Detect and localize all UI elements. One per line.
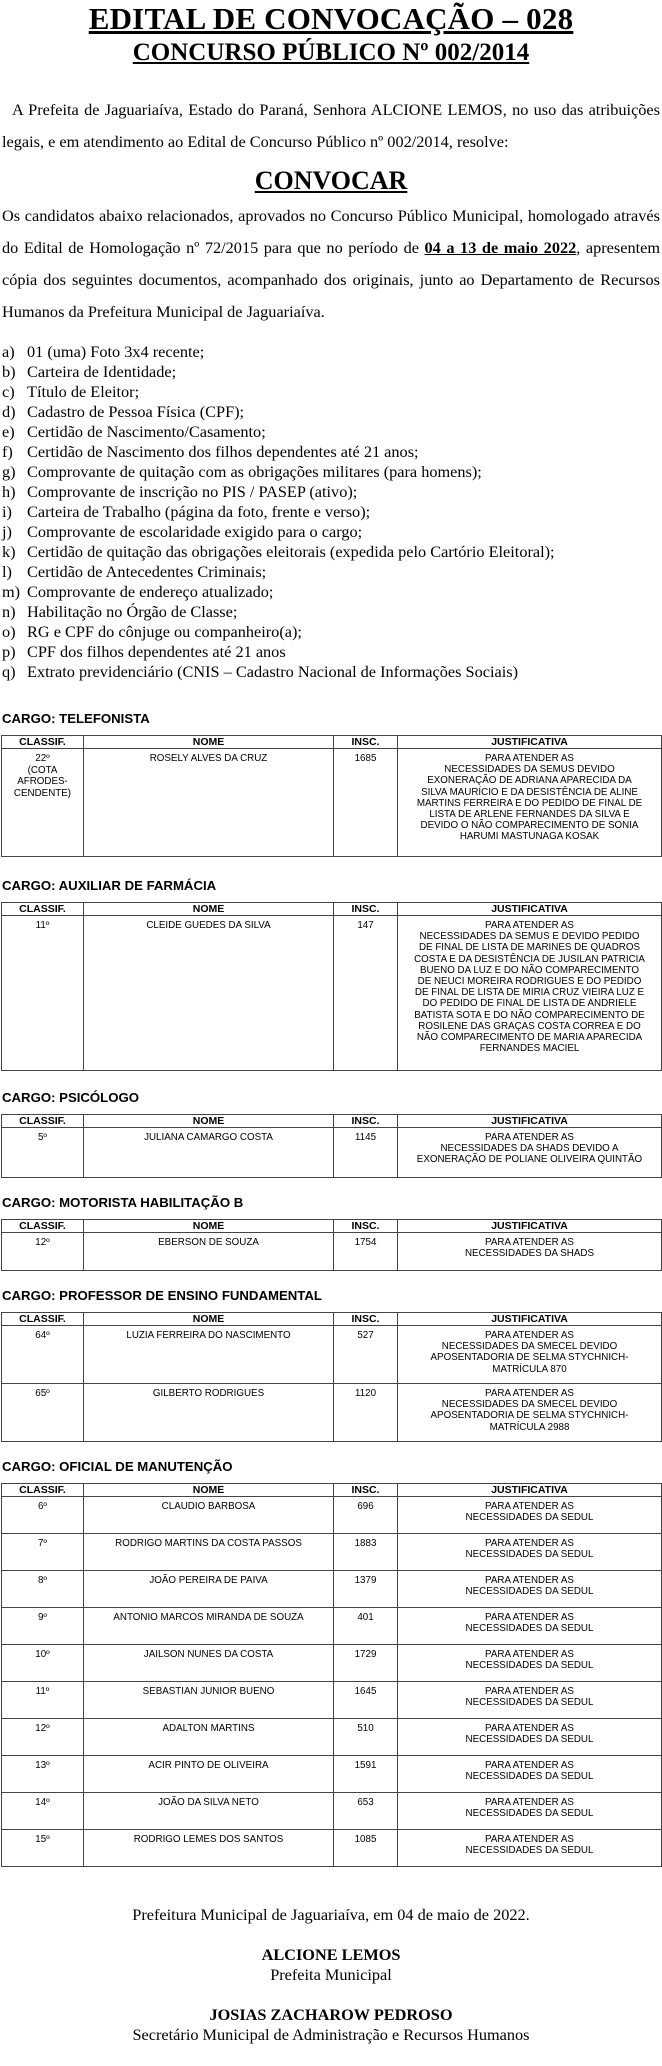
document-text: Comprovante de quitação com as obrigações militares (para homens); xyxy=(27,462,482,481)
document-text: Certidão de Nascimento dos filhos dependentes até 21 anos; xyxy=(27,442,419,461)
insc-cell: 147 xyxy=(334,916,398,1071)
nome-header: NOME xyxy=(84,1220,334,1233)
concurso-subtitle: CONCURSO PÚBLICO Nº 002/2014 xyxy=(132,39,530,66)
nome-cell: ROSELY ALVES DA CRUZ xyxy=(84,749,334,857)
period-highlight: 04 a 13 de maio 2022 xyxy=(424,238,577,257)
insc-cell: 1645 xyxy=(334,1682,398,1719)
nome-cell: ADALTON MARTINS xyxy=(84,1719,334,1756)
nome-cell: RODRIGO LEMES DOS SANTOS xyxy=(84,1830,334,1867)
document-letter: p) xyxy=(2,642,16,661)
insc-cell: 696 xyxy=(334,1497,398,1534)
signer1-role: Prefeita Municipal xyxy=(270,1965,392,1984)
classif-cell: 10º xyxy=(2,1645,84,1682)
justificativa-header: JUSTIFICATIVA xyxy=(398,1313,662,1326)
insc-cell: 1883 xyxy=(334,1534,398,1571)
signer2-name: JOSIAS ZACHAROW PEDROSO xyxy=(209,2005,453,2024)
nome-cell: JAILSON NUNES DA COSTA xyxy=(84,1645,334,1682)
table-row xyxy=(2,1384,662,1442)
document-text: 01 (uma) Foto 3x4 recente; xyxy=(27,342,205,361)
document-text: Certidão de quitação das obrigações eleitorais (expedida pelo Cartório Eleitoral); xyxy=(27,542,555,561)
document-item xyxy=(2,562,662,582)
table-row xyxy=(2,1497,662,1534)
insc-cell: 1591 xyxy=(334,1756,398,1793)
table-row xyxy=(2,1534,662,1571)
table-row xyxy=(2,1682,662,1719)
signature-block xyxy=(0,1905,662,2045)
classif-cell: 11º xyxy=(2,1682,84,1719)
cargo-title: CARGO: AUXILIAR DE FARMÁCIA xyxy=(2,878,217,893)
table-header-row xyxy=(2,1115,662,1128)
document-letter: a) xyxy=(2,342,15,361)
document-text: Carteira de Trabalho (página da foto, frente e verso); xyxy=(27,502,371,521)
document-letter: m) xyxy=(2,582,21,601)
document-text: Comprovante de escolaridade exigido para o cargo; xyxy=(27,522,363,541)
candidates-table xyxy=(1,1114,662,1178)
classif-cell: 7º xyxy=(2,1534,84,1571)
document-text: Cadastro de Pessoa Física (CPF); xyxy=(27,402,245,421)
document-letter: i) xyxy=(2,502,12,521)
justificativa-cell: PARA ATENDER AS NECESSIDADES DA SEDUL xyxy=(398,1571,662,1608)
justificativa-header: JUSTIFICATIVA xyxy=(398,1220,662,1233)
signer2-role: Secretário Municipal de Administração e Recursos Humanos xyxy=(132,2025,530,2044)
nome-cell: SEBASTIAN JUNIOR BUENO xyxy=(84,1682,334,1719)
candidates-table xyxy=(1,1219,662,1271)
justificativa-cell: PARA ATENDER AS NECESSIDADES DA SEDUL xyxy=(398,1534,662,1571)
classif-cell: 13º xyxy=(2,1756,84,1793)
candidates-table xyxy=(1,902,662,1071)
table-header-row xyxy=(2,736,662,749)
nome-cell: LUZIA FERREIRA DO NASCIMENTO xyxy=(84,1326,334,1384)
document-letter: f) xyxy=(2,442,13,461)
document-item xyxy=(2,582,662,602)
table-row xyxy=(2,749,662,857)
document-item xyxy=(2,342,662,362)
table-row xyxy=(2,1326,662,1384)
insc-header: INSC. xyxy=(334,736,398,749)
body-paragraph xyxy=(2,200,660,328)
edital-title: EDITAL DE CONVOCAÇÃO – 028 xyxy=(88,1,574,36)
nome-cell: GILBERTO RODRIGUES xyxy=(84,1384,334,1442)
justificativa-header: JUSTIFICATIVA xyxy=(398,736,662,749)
insc-cell: 527 xyxy=(334,1326,398,1384)
document-letter: g) xyxy=(2,462,16,481)
document-text: Título de Eleitor; xyxy=(27,382,140,401)
justificativa-cell: PARA ATENDER AS NECESSIDADES DA SEDUL xyxy=(398,1645,662,1682)
classif-cell: 12º xyxy=(2,1719,84,1756)
classif-header: CLASSIF. xyxy=(2,903,84,916)
classif-header: CLASSIF. xyxy=(2,1484,84,1497)
nome-cell: RODRIGO MARTINS DA COSTA PASSOS xyxy=(84,1534,334,1571)
document-item xyxy=(2,442,662,462)
document-text: Habilitação no Órgão de Classe; xyxy=(27,602,238,621)
insc-cell: 1379 xyxy=(334,1571,398,1608)
nome-cell: JULIANA CAMARGO COSTA xyxy=(84,1128,334,1178)
document-item xyxy=(2,522,662,542)
nome-header: NOME xyxy=(84,1313,334,1326)
table-row xyxy=(2,1128,662,1178)
cargo-title: CARGO: OFICIAL DE MANUTENÇÃO xyxy=(2,1459,233,1474)
nome-cell: CLEIDE GUEDES DA SILVA xyxy=(84,916,334,1071)
nome-header: NOME xyxy=(84,1115,334,1128)
table-row xyxy=(2,1608,662,1645)
place-date: Prefeitura Municipal de Jaguariaíva, em 04 de maio de 2022. xyxy=(132,1905,530,1924)
document-item xyxy=(2,662,662,682)
cargos-section xyxy=(0,710,662,1867)
insc-cell: 1729 xyxy=(334,1645,398,1682)
insc-cell: 653 xyxy=(334,1793,398,1830)
nome-cell: JOÃO DA SILVA NETO xyxy=(84,1793,334,1830)
document-item xyxy=(2,622,662,642)
document-item xyxy=(2,382,662,402)
document-letter: c) xyxy=(2,382,15,401)
nome-cell: ANTONIO MARCOS MIRANDA DE SOUZA xyxy=(84,1608,334,1645)
nome-header: NOME xyxy=(84,903,334,916)
justificativa-cell: PARA ATENDER AS NECESSIDADES DA SMECEL DEVIDO APOSENTADORIA DE SELMA STYCHNICH- MATRÍCULA 2988 xyxy=(398,1384,662,1442)
classif-cell: 6º xyxy=(2,1497,84,1534)
nome-cell: CLAUDIO BARBOSA xyxy=(84,1497,334,1534)
document-text: Certidão de Nascimento/Casamento; xyxy=(27,422,266,441)
insc-cell: 1145 xyxy=(334,1128,398,1178)
convocar-heading: CONVOCAR xyxy=(254,166,408,195)
table-row xyxy=(2,916,662,1071)
classif-cell: 15º xyxy=(2,1830,84,1867)
justificativa-cell: PARA ATENDER AS NECESSIDADES DA SHADS DEVIDO A EXONERAÇÃO DE POLIANE OLIVEIRA QUINTÃO xyxy=(398,1128,662,1178)
table-header-row xyxy=(2,1313,662,1326)
justificativa-cell: PARA ATENDER AS NECESSIDADES DA SEDUL xyxy=(398,1608,662,1645)
table-header-row xyxy=(2,903,662,916)
insc-header: INSC. xyxy=(334,903,398,916)
document-letter: j) xyxy=(2,522,12,541)
insc-cell: 1754 xyxy=(334,1233,398,1271)
candidates-table xyxy=(1,735,662,857)
classif-cell: 11º xyxy=(2,916,84,1071)
classif-header: CLASSIF. xyxy=(2,1313,84,1326)
document-item xyxy=(2,502,662,522)
table-row xyxy=(2,1756,662,1793)
classif-cell: 64º xyxy=(2,1326,84,1384)
insc-header: INSC. xyxy=(334,1115,398,1128)
document-item xyxy=(2,542,662,562)
document-item xyxy=(2,482,662,502)
insc-cell: 401 xyxy=(334,1608,398,1645)
cargo-title: CARGO: PROFESSOR DE ENSINO FUNDAMENTAL xyxy=(2,1288,322,1303)
document-item xyxy=(2,642,662,662)
insc-header: INSC. xyxy=(334,1484,398,1497)
justificativa-header: JUSTIFICATIVA xyxy=(398,1115,662,1128)
documents-list xyxy=(2,342,662,682)
intro-paragraph: A Prefeita de Jaguariaíva, Estado do Paraná, Senhora ALCIONE LEMOS, no uso das atribuições legais, e em atendimento ao Edital de Concurso Público nº 002/2014, resolve: xyxy=(2,100,660,151)
justificativa-cell: PARA ATENDER AS NECESSIDADES DA SEDUL xyxy=(398,1756,662,1793)
document-letter: b) xyxy=(2,362,16,381)
justificativa-cell: PARA ATENDER AS NECESSIDADES DA SEDUL xyxy=(398,1682,662,1719)
document-letter: o) xyxy=(2,622,16,641)
classif-cell: 14º xyxy=(2,1793,84,1830)
document-text: Extrato previdenciário (CNIS – Cadastro Nacional de Informações Sociais) xyxy=(27,662,518,681)
document-letter: k) xyxy=(2,542,16,561)
justificativa-cell: PARA ATENDER AS NECESSIDADES DA SMECEL DEVIDO APOSENTADORIA DE SELMA STYCHNICH- MATRÍCULA 870 xyxy=(398,1326,662,1384)
document-letter: h) xyxy=(2,482,16,501)
justificativa-cell: PARA ATENDER AS NECESSIDADES DA SEMUS E DEVIDO PEDIDO DE FINAL DE LISTA DE MARINES DE QUADROS COSTA E DA DESISTÊNCIA DE JUSILAN PATRICIA BUENO DA LUZ E DO NÃO COMPARECIMENTO DE NEUCI MOREIRA RODRIGUES E DO PEDIDO DE FINAL DE LISTA DE MIRIA CRUZ VIEIRA LUZ E DO PEDIDO DE FINAL DE LISTA DE ANDRIELE BATISTA SOTA E DO NÃO COMPARECIMENTO DE ROSILENE DAS GRAÇAS COSTA CORREA E DO NÃO COMPARECIMENTO DE MARIA APARECIDA FERNANDES MACIEL xyxy=(398,916,662,1071)
cargo-title: CARGO: PSICÓLOGO xyxy=(2,1090,140,1105)
document-text: Comprovante de endereço atualizado; xyxy=(27,582,274,601)
candidates-table xyxy=(1,1483,662,1867)
insc-cell: 510 xyxy=(334,1719,398,1756)
insc-header: INSC. xyxy=(334,1220,398,1233)
document-letter: n) xyxy=(2,602,16,621)
table-row xyxy=(2,1645,662,1682)
justificativa-cell: PARA ATENDER AS NECESSIDADES DA SHADS xyxy=(398,1233,662,1271)
document-item xyxy=(2,462,662,482)
justificativa-cell: PARA ATENDER AS NECESSIDADES DA SEDUL xyxy=(398,1830,662,1867)
insc-cell: 1685 xyxy=(334,749,398,857)
justificativa-header: JUSTIFICATIVA xyxy=(398,903,662,916)
table-header-row xyxy=(2,1220,662,1233)
nome-cell: ACIR PINTO DE OLIVEIRA xyxy=(84,1756,334,1793)
justificativa-header: JUSTIFICATIVA xyxy=(398,1484,662,1497)
body-part-2: , apresentem cópia dos seguintes documentos, acompanhado dos originais, junto ao Departamento de Recursos Humanos da Prefeitura Municipal de Jaguariaíva. xyxy=(2,238,661,321)
cargo-title: CARGO: TELEFONISTA xyxy=(2,711,150,726)
classif-header: CLASSIF. xyxy=(2,1115,84,1128)
classif-header: CLASSIF. xyxy=(2,736,84,749)
document-letter: e) xyxy=(2,422,15,441)
justificativa-cell: PARA ATENDER AS NECESSIDADES DA SEDUL xyxy=(398,1497,662,1534)
classif-cell: 9º xyxy=(2,1608,84,1645)
document-text: Certidão de Antecedentes Criminais; xyxy=(27,562,267,581)
table-header-row xyxy=(2,1484,662,1497)
justificativa-cell: PARA ATENDER AS NECESSIDADES DA SEMUS DEVIDO EXONERAÇÃO DE ADRIANA APARECIDA DA SILVA MAURÍCIO E DA DESISTÊNCIA DE ALINE MARTINS FERREIRA E DO PEDIDO DE FINAL DE LISTA DE ARLENE FERNANDES DA SILVA E DEVIDO O NÃO COMPARECIMENTO DE SONIA HARUMI MASTUNAGA KOSAK xyxy=(398,749,662,857)
document-item xyxy=(2,362,662,382)
document-letter: q) xyxy=(2,662,16,681)
classif-cell: 8º xyxy=(2,1571,84,1608)
cargo-title: CARGO: MOTORISTA HABILITAÇÃO B xyxy=(2,1195,244,1210)
nome-header: NOME xyxy=(84,736,334,749)
document-text: RG e CPF do cônjuge ou companheiro(a); xyxy=(27,622,302,641)
table-row xyxy=(2,1233,662,1271)
nome-header: NOME xyxy=(84,1484,334,1497)
document-letter: l) xyxy=(2,562,12,581)
document-text: Carteira de Identidade; xyxy=(27,362,177,381)
classif-cell: 12º xyxy=(2,1233,84,1271)
nome-cell: EBERSON DE SOUZA xyxy=(84,1233,334,1271)
classif-cell: 22º (COTA AFRODES- CENDENTE) xyxy=(2,749,84,857)
document-item xyxy=(2,402,662,422)
table-row xyxy=(2,1793,662,1830)
table-row xyxy=(2,1571,662,1608)
table-row xyxy=(2,1830,662,1867)
classif-cell: 65º xyxy=(2,1384,84,1442)
document-item xyxy=(2,422,662,442)
document-text: Comprovante de inscrição no PIS / PASEP (ativo); xyxy=(27,482,358,501)
nome-cell: JOÃO PEREIRA DE PAIVA xyxy=(84,1571,334,1608)
document-text: CPF dos filhos dependentes até 21 anos xyxy=(27,642,286,661)
insc-header: INSC. xyxy=(334,1313,398,1326)
body-part-1: Os candidatos abaixo relacionados, aprovados no Concurso Público Municipal, homologado através do Edital de Homologação nº 72/2015 para que no período de xyxy=(2,206,660,257)
signer1-name: ALCIONE LEMOS xyxy=(261,1945,401,1964)
document-letter: d) xyxy=(2,402,16,421)
insc-cell: 1085 xyxy=(334,1830,398,1867)
table-row xyxy=(2,1719,662,1756)
insc-cell: 1120 xyxy=(334,1384,398,1442)
document-item xyxy=(2,602,662,622)
classif-cell: 5º xyxy=(2,1128,84,1178)
justificativa-cell: PARA ATENDER AS NECESSIDADES DA SEDUL xyxy=(398,1793,662,1830)
classif-header: CLASSIF. xyxy=(2,1220,84,1233)
candidates-table xyxy=(1,1312,662,1442)
justificativa-cell: PARA ATENDER AS NECESSIDADES DA SEDUL xyxy=(398,1719,662,1756)
